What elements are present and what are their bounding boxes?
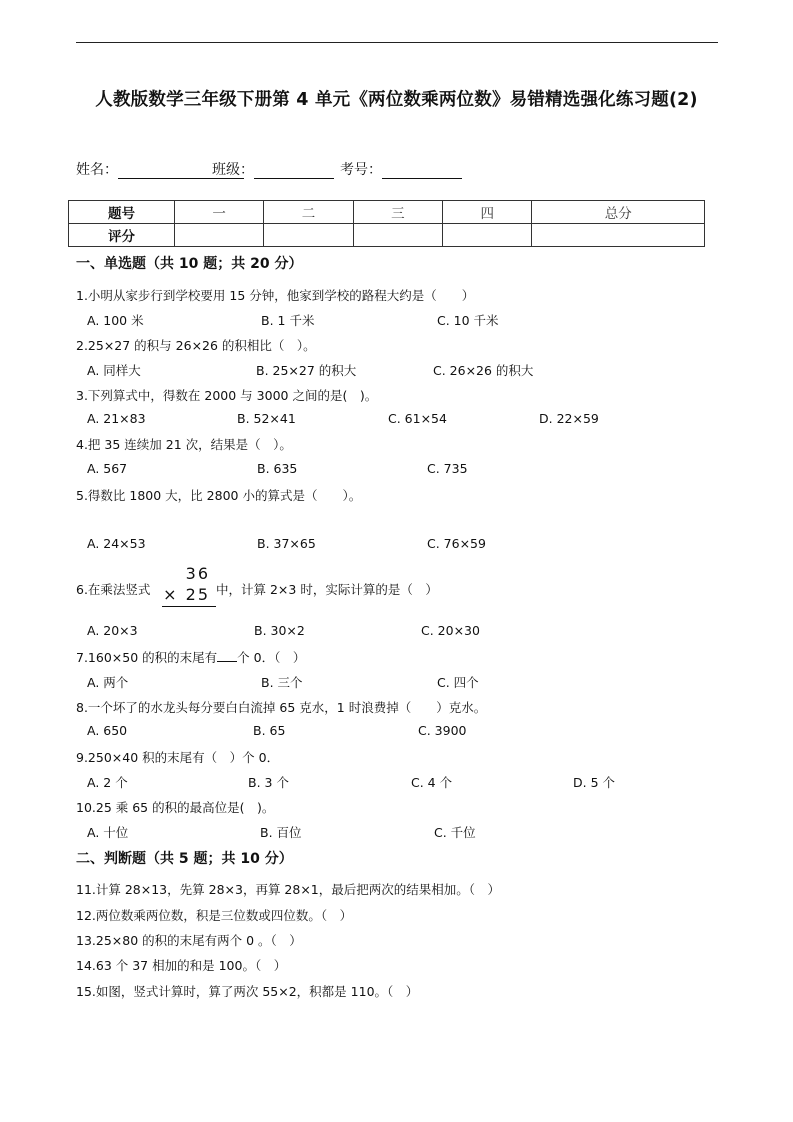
q4-option-b[interactable]: B. 635 [257,461,298,476]
q1-option-c[interactable]: C. 10 千米 [437,313,499,328]
question-6-prefix: 6.在乘法竖式 [76,582,151,597]
score-table-row2-header: 评分 [69,224,175,247]
score-table-row1-header: 题号 [69,201,175,224]
question-6-suffix: 中，计算 2×3 时，实际计算的是（ ） [216,582,438,597]
question-8: 8.一个坏了的水龙头每分要白白流掉 65 克水，1 时浪费掉（ ）克水。 [76,700,487,715]
question-15: 15.如图，竖式计算时，算了两次 55×2，积都是 110。（ ） [76,984,419,999]
q10-option-a[interactable]: A. 十位 [87,825,129,840]
exam-field[interactable] [340,159,462,179]
score-table-score-row [69,224,705,247]
q9-option-a[interactable]: A. 2 个 [87,775,128,790]
class-field[interactable] [212,159,334,179]
q8-option-b[interactable]: B. 65 [253,723,286,738]
q3-option-c[interactable]: C. 61×54 [388,411,447,426]
question-4: 4.把 35 连续加 21 次，结果是（ ）。 [76,437,292,452]
q7-answer-blank[interactable] [217,649,237,662]
q6-option-b[interactable]: B. 30×2 [254,623,305,638]
question-2: 2.25×27 的积与 26×26 的积相比（ ）。 [76,338,316,353]
q5-option-b[interactable]: B. 37×65 [257,536,316,551]
q8-option-a[interactable]: A. 650 [87,723,128,738]
question-7 [76,648,305,666]
question-7-suffix: 个 0．（ ） [237,650,306,665]
question-5: 5.得数比 1800 大，比 2800 小的算式是（ ）。 [76,488,362,503]
question-14: 14.63 个 37 相加的和是 100。（ ） [76,958,287,973]
q5-option-c[interactable]: C. 76×59 [427,536,486,551]
score-table-col: 三 [353,201,442,224]
q5-option-a[interactable]: A. 24×53 [87,536,146,551]
q9-option-b[interactable]: B. 3 个 [248,775,289,790]
q6-option-a[interactable]: A. 20×3 [87,623,138,638]
score-cell[interactable] [175,224,264,247]
question-11: 11.计算 28×13，先算 28×3，再算 28×1，最后把两次的结果相加。（ ） [76,882,501,897]
score-table-col: 二 [264,201,353,224]
vertical-top-number: 36 [185,564,210,583]
score-cell[interactable] [264,224,353,247]
q6-option-c[interactable]: C. 20×30 [421,623,480,638]
q9-option-c[interactable]: C. 4 个 [411,775,453,790]
header-rule [76,42,718,43]
question-13: 13.25×80 的积的末尾有两个 0 。（ ） [76,933,302,948]
score-cell[interactable] [532,224,705,247]
class-label: 班级： [212,162,254,178]
question-9: 9.250×40 积的末尾有（ ）个 0． [76,750,280,765]
q7-option-a[interactable]: A. 两个 [87,675,129,690]
q4-option-a[interactable]: A. 567 [87,461,128,476]
q1-option-a[interactable]: A. 100 米 [87,313,144,328]
q10-option-b[interactable]: B. 百位 [260,825,302,840]
q2-option-c[interactable]: C. 26×26 的积大 [433,363,534,378]
q9-option-d[interactable]: D. 5 个 [573,775,615,790]
q3-option-a[interactable]: A. 21×83 [87,411,146,426]
question-3: 3.下列算式中，得数在 2000 与 3000 之间的是( )。 [76,388,378,403]
question-1: 1.小明从家步行到学校要用 15 分钟，他家到学校的路程大约是（ ） [76,288,475,303]
score-table-col: 一 [175,201,264,224]
score-cell[interactable] [443,224,532,247]
page-title: 人教版数学三年级下册第 4 单元《两位数乘两位数》易错精选强化练习题(2) [95,90,698,110]
question-7-prefix: 7.160×50 的积的末尾有 [76,650,218,665]
q2-option-b[interactable]: B. 25×27 的积大 [256,363,357,378]
q1-option-b[interactable]: B. 1 千米 [261,313,315,328]
score-table-col: 四 [443,201,532,224]
vertical-multiplication [162,564,216,608]
q3-option-b[interactable]: B. 52×41 [237,411,296,426]
q2-option-a[interactable]: A. 同样大 [87,363,141,378]
score-table [68,200,705,247]
q8-option-c[interactable]: C. 3900 [418,723,467,738]
class-blank[interactable] [254,162,334,179]
exam-label: 考号： [340,162,382,178]
q3-option-d[interactable]: D. 22×59 [539,411,599,426]
exam-blank[interactable] [382,162,462,179]
q7-option-b[interactable]: B. 三个 [261,675,303,690]
score-table-header-row [69,201,705,224]
score-table-col: 总分 [532,201,705,224]
section-heading-single-choice: 一、单选题（共 10 题；共 20 分） [76,256,303,272]
question-12: 12.两位数乘两位数，积是三位数或四位数。（ ） [76,908,353,923]
section-heading-true-false: 二、判断题（共 5 题；共 10 分） [76,851,293,867]
q4-option-c[interactable]: C. 735 [427,461,468,476]
q10-option-c[interactable]: C. 千位 [434,825,476,840]
vertical-bottom-number: × 25 [163,585,210,604]
score-cell[interactable] [353,224,442,247]
name-label: 姓名： [76,162,118,178]
vertical-underline [162,606,216,607]
question-10: 10.25 乘 65 的积的最高位是( )。 [76,800,275,815]
q7-option-c[interactable]: C. 四个 [437,675,479,690]
